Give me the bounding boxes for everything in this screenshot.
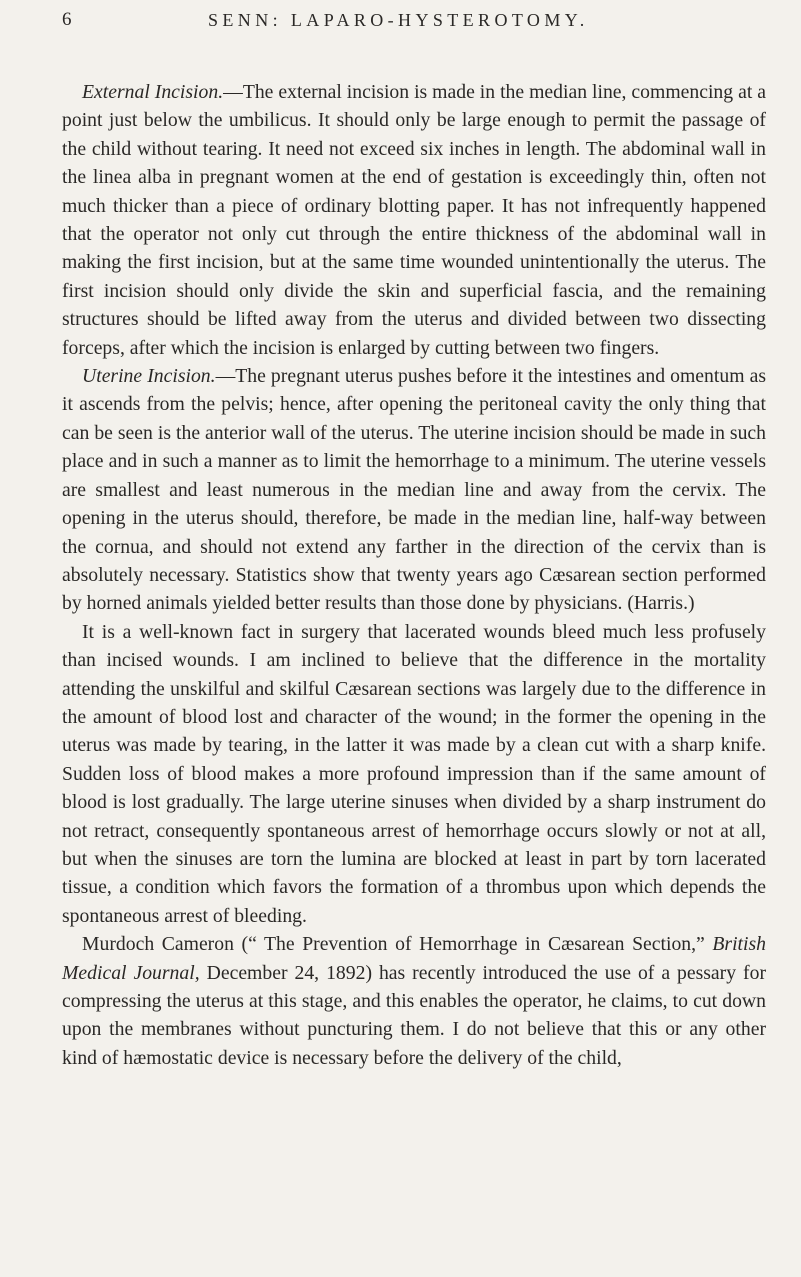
paragraph-text: December 24, 1892) has recently introduced the use of a pessary for compressing the uterus at this stage, and this enables the operator, he claims, to cut down upon the membranes without puncturing them. I do not believe that this or any other kind of hæmostatic device is necessary before the delivery of the child, [62, 961, 766, 1069]
body-text [62, 78, 766, 1072]
section-lead-in: External Incision. [82, 81, 224, 103]
running-head [62, 0, 766, 78]
paragraph-text: —The external incision is made in the median line, commencing at a point just below the umbilicus. It should only be large enough to permit the passage of the child without tearing. It need not exceed six inches in length. The abdominal wall in the linea alba in pregnant women at the end of gestation is exceedingly thin, often not much thicker than a piece of ordinary blotting paper. It has not infrequently happened that the operator not only cut through the entire thickness of the abdominal wall in making the first incision, but at the same time wounded unintentionally the uterus. The first incision should only divide the skin and superficial fascia, and the remaining structures should be lifted away from the uterus and divided between two dissecting forceps, after which the incision is enlarged by cutting between two fingers. [62, 81, 766, 359]
page-number: 6 [62, 9, 72, 30]
paragraph-external-incision [62, 78, 766, 362]
journal-title: British Medical Journal, [62, 933, 766, 984]
paragraph-text: Murdoch Cameron (“ The Prevention of Hemorrhage in Cæsarean Section,” [82, 933, 713, 956]
paragraph-uterine-incision [62, 362, 766, 618]
paragraph-text: It is a well-known fact in surgery that lacerated wounds bleed much less profusely than incised wounds. I am inclined to believe that the difference in the mortality attending the unskilful and skilful Cæsarean sections was largely due to the difference in the amount of blood lost and character of the wound; in the former the opening in the uterus was made by tearing, in the latter it was made by a clean cut with a sharp knife. Sudden loss of blood makes a more profound impression than if the same amount of blood is lost gradually. The large uterine sinuses when divided by a sharp instrument do not retract, consequently spontaneous arrest of hemorrhage occurs slowly or not at all, but when the sinuses are torn the lumina are blocked at least in part by torn lacerated tissue, a condition which favors the formation of a thrombus upon which depends the spontaneous arrest of bleeding. [62, 620, 766, 927]
paragraph-text: —The pregnant uterus pushes before it the intestines and omentum as it ascends from the pelvis; hence, after opening the peritoneal cavity the only thing that can be seen is the anterior wall of the uterus. The uterine incision should be made in such place and in such a manner as to limit the hemorrhage to a minimum. The uterine vessels are smallest and least numerous in the median line and away from the cervix. The opening in the uterus should, therefore, be made in the median line, half-way between the cornua, and should not extend any farther in the direction of the cervix than is absolutely necessary. Statistics show that twenty years ago Cæsarean section performed by horned animals yielded better results than those done by physicians. (Harris.) [62, 365, 766, 615]
running-title: SENN: LAPARO-HYSTEROTOMY. [208, 10, 589, 30]
paragraph-murdoch-cameron [62, 930, 766, 1072]
section-lead-in: Uterine Incision. [82, 365, 216, 388]
paragraph-lacerated-wounds [62, 618, 766, 930]
